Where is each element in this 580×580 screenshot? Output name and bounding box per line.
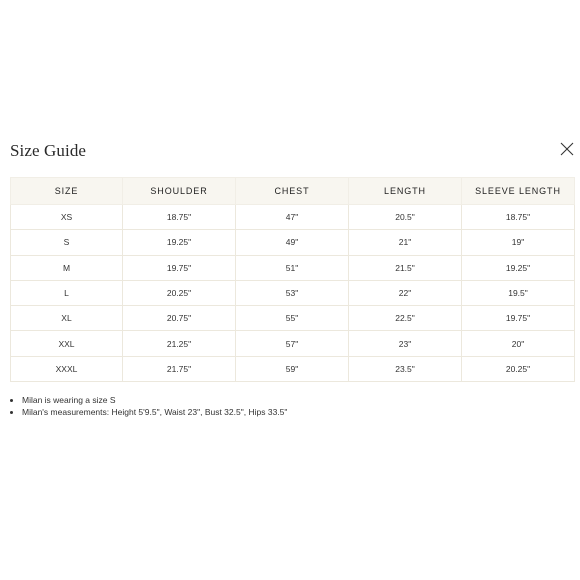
shoulder-cell: 19.75" [123, 255, 236, 280]
close-icon[interactable] [559, 141, 575, 157]
table-body [11, 205, 575, 382]
size-cell: M [11, 255, 123, 280]
shoulder-cell: 19.25" [123, 230, 236, 255]
shoulder-cell: 20.75" [123, 306, 236, 331]
shoulder-cell: 21.75" [123, 356, 236, 381]
length-cell: 23" [349, 331, 462, 356]
chest-cell: 47" [236, 205, 349, 230]
size-cell: L [11, 280, 123, 305]
size-cell: XXXL [11, 356, 123, 381]
model-notes [10, 394, 287, 418]
length-cell: 23.5" [349, 356, 462, 381]
table-row [11, 306, 575, 331]
size-cell: S [11, 230, 123, 255]
note-measurements: • Milan's measurements: Height 5'9.5", Waist 23", Bust 32.5", Hips 33.5" [22, 406, 287, 418]
table-row [11, 255, 575, 280]
sleeve-length-cell: 19.75" [462, 306, 575, 331]
sleeve-length-cell: 19" [462, 230, 575, 255]
length-cell: 21.5" [349, 255, 462, 280]
sleeve-length-cell: 20.25" [462, 356, 575, 381]
table-row [11, 331, 575, 356]
length-cell: 20.5" [349, 205, 462, 230]
chest-cell: 55" [236, 306, 349, 331]
table-row [11, 205, 575, 230]
size-cell: XL [11, 306, 123, 331]
table-header-row [11, 178, 575, 205]
shoulder-cell: 21.25" [123, 331, 236, 356]
modal-title: Size Guide [10, 141, 87, 160]
shoulder-cell: 18.75" [123, 205, 236, 230]
length-cell: 22.5" [349, 306, 462, 331]
shoulder-cell: 20.25" [123, 280, 236, 305]
length-cell: 21" [349, 230, 462, 255]
header-sleeve-length: SLEEVE LENGTH [462, 178, 575, 205]
header-shoulder: SHOULDER [123, 178, 236, 205]
header-size: SIZE [11, 178, 123, 205]
sleeve-length-cell: 19.5" [462, 280, 575, 305]
table-row [11, 280, 575, 305]
chest-cell: 51" [236, 255, 349, 280]
chest-cell: 57" [236, 331, 349, 356]
header-length: LENGTH [349, 178, 462, 205]
size-cell: XS [11, 205, 123, 230]
table-row [11, 356, 575, 381]
table-header [11, 178, 575, 205]
length-cell: 22" [349, 280, 462, 305]
chest-cell: 53" [236, 280, 349, 305]
note-size-worn: • Milan is wearing a size S [22, 394, 287, 406]
sleeve-length-cell: 20" [462, 331, 575, 356]
chest-cell: 49" [236, 230, 349, 255]
header-chest: CHEST [236, 178, 349, 205]
table-row [11, 230, 575, 255]
size-table [10, 177, 575, 382]
sleeve-length-cell: 18.75" [462, 205, 575, 230]
sleeve-length-cell: 19.25" [462, 255, 575, 280]
chest-cell: 59" [236, 356, 349, 381]
size-cell: XXL [11, 331, 123, 356]
